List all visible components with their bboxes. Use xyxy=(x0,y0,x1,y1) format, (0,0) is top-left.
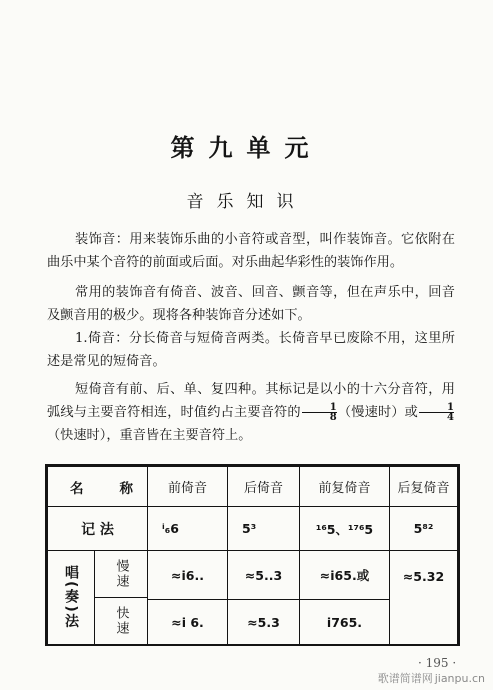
fast-label: 快速 xyxy=(113,606,129,636)
fraction-numerator: 1 xyxy=(302,403,337,413)
header-col-front-grace: 前倚音 xyxy=(148,467,228,507)
header-name-cell xyxy=(48,467,148,507)
page-number: · 195 · xyxy=(418,656,457,670)
header-name-1: 名 xyxy=(70,480,84,497)
table-header-row xyxy=(48,467,458,507)
slow-front-grace: ≈i6.. xyxy=(148,551,228,600)
watermark-site: jianpu.cn xyxy=(434,672,485,685)
performance-label: 唱(奏)法 xyxy=(48,551,95,644)
fraction-one-quarter xyxy=(419,403,454,422)
notation-label: 记 法 xyxy=(48,507,148,551)
paragraph-common-ornaments: 常用的装饰音有倚音、波音、回音、颤音等，但在声乐中，回音及颤音用的极少。现将各种装饰音分述如下。 xyxy=(47,285,455,323)
notation-back-multi-grace: 5⁸² xyxy=(390,507,458,551)
fast-front-multi-grace: i765. xyxy=(300,600,390,645)
fast-front-grace: ≈i 6. xyxy=(148,600,228,645)
header-col-back-multi-grace: 后复倚音 xyxy=(390,467,458,507)
fast-back-grace: ≈5.3 xyxy=(228,600,300,645)
table-slow-row xyxy=(48,551,458,600)
fraction-denominator: 4 xyxy=(447,412,455,423)
slow-front-multi-grace: ≈i65.或 xyxy=(300,551,390,600)
watermark-text: 歌谱简谱网 xyxy=(377,672,433,685)
paragraph-short-appoggiatura xyxy=(47,378,455,447)
slow-back-grace: ≈5..3 xyxy=(228,551,300,600)
notation-front-grace: ⁱ₆6 xyxy=(148,507,228,551)
fraction-denominator: 8 xyxy=(329,412,337,423)
header-name-2: 称 xyxy=(119,480,133,497)
paragraph-text-b: （慢速时）或 xyxy=(337,405,419,420)
header-col-back-grace: 后倚音 xyxy=(228,467,300,507)
performance-label-cell xyxy=(48,551,148,645)
fraction-one-eighth xyxy=(302,403,337,422)
fraction-numerator: 1 xyxy=(419,403,454,413)
unit-title: 第九单元 xyxy=(170,134,323,162)
slow-label: 慢速 xyxy=(95,551,147,598)
section-title: 音乐知识 xyxy=(186,192,307,212)
header-col-front-multi-grace: 前复倚音 xyxy=(300,467,390,507)
watermark xyxy=(378,670,485,686)
notation-back-grace: 5³ xyxy=(228,507,300,551)
paragraph-text-a: 短倚音有前、后、单、复四种。其标记是以小的十六分音符，用弧线与主要音符相连，时值约占主要音符的 xyxy=(47,382,455,420)
paragraph-text-c: （快速时），重音皆在主要音符上。 xyxy=(47,428,252,443)
slow-back-multi-grace: ≈5.32 xyxy=(390,551,458,645)
table-notation-row xyxy=(48,507,458,551)
ornament-table xyxy=(45,464,460,646)
paragraph-appoggiatura: 1.倚音：分长倚音与短倚音两类。长倚音早已废除不用，这里所述是常见的短倚音。 xyxy=(47,331,455,369)
notation-front-multi-grace: ¹⁶5、¹⁷⁶5 xyxy=(300,507,390,551)
paragraph-ornament-definition: 装饰音：用来装饰乐曲的小音符或音型，叫作装饰音。它依附在曲乐中某个音符的前面或后面。对乐曲起华彩性的装饰作用。 xyxy=(47,232,455,270)
